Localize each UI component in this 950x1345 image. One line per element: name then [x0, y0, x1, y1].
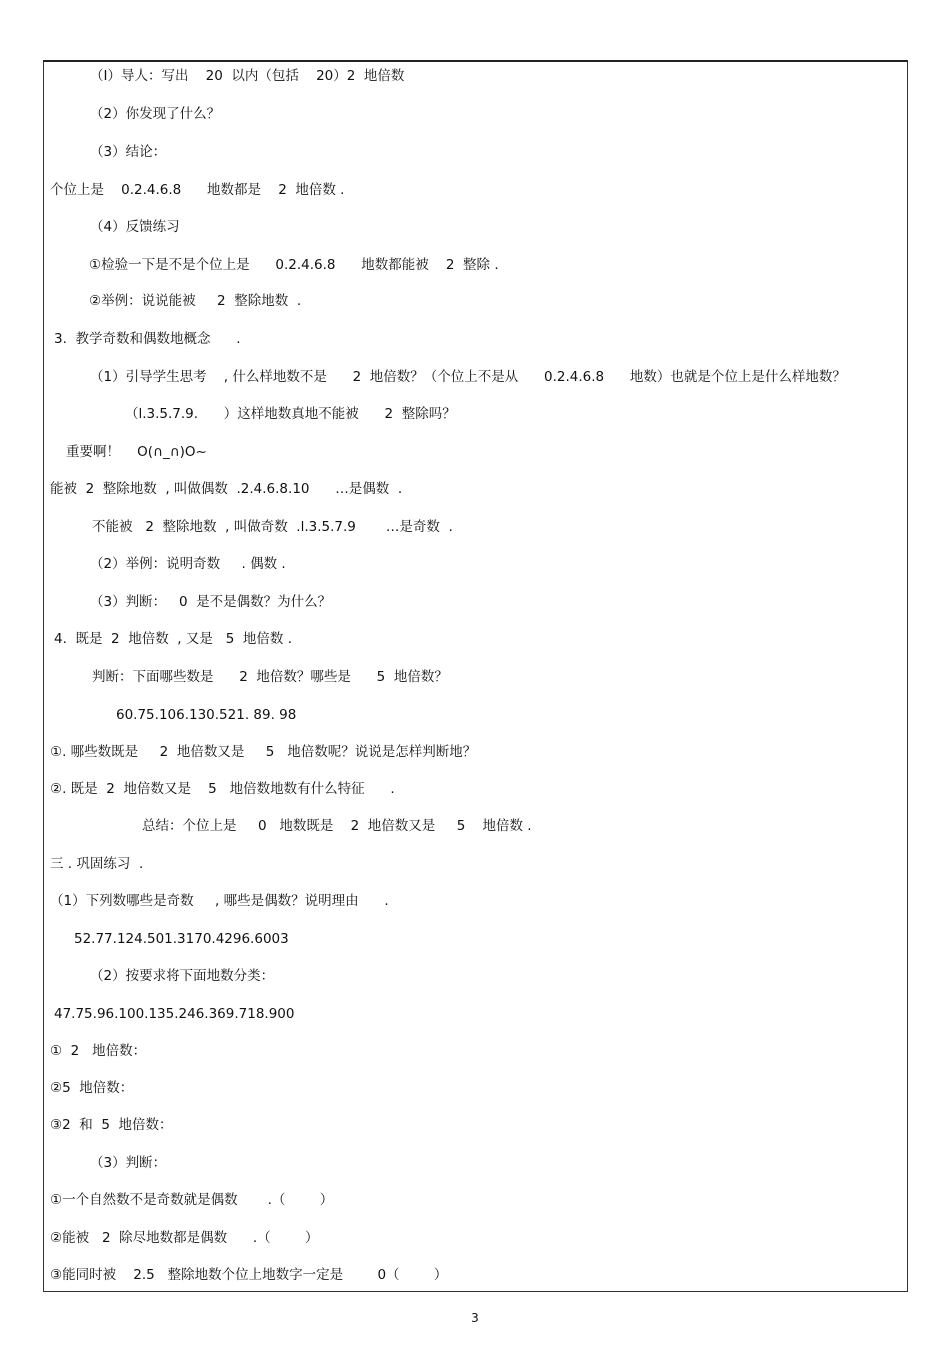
practice-numbers-2: 47.75.96.100.135.246.369.718.900 [54, 1006, 295, 1022]
practice-item-2: ②举例：说说能被 2 整除地数 . [89, 293, 302, 309]
section-3-step-1: （1）引导学生思考 , 什么样地数不是 2 地倍数？（个位上不是从 0.2.4.6.8 地数）也就是个位上是什么样地数？ [90, 369, 846, 385]
section-4-judge: 判断：下面哪些数是 2 地倍数？哪些是 5 地倍数？ [92, 669, 448, 685]
intro-step-1: （Ⅰ）导人：写出 20 以内（包括 20）2 地倍数 [90, 68, 405, 84]
page-number: 3 [471, 1311, 479, 1325]
section-3-step-2: （2）举例：说明奇数 . 偶数 . [90, 556, 286, 572]
practice-question-1: （1）下列数哪些是奇数 , 哪些是偶数？说明理由 . [50, 893, 389, 909]
judge-statement-2: ②能被 2 除尽地数都是偶数 .（ ） [50, 1230, 319, 1246]
category-multiples-of-2: ① 2 地倍数： [50, 1043, 147, 1059]
section-3-heading: 3. 教学奇数和偶数地概念 . [54, 331, 241, 347]
section-4-heading: 4. 既是 2 地倍数 , 又是 5 地倍数 . [54, 631, 293, 647]
section-4-numbers: 60.75.106.130.521. 89. 98 [116, 707, 297, 723]
section-4-summary: 总结：个位上是 0 地数既是 2 地倍数又是 5 地倍数 . [142, 818, 532, 834]
odd-definition: 不能被 2 整除地数 , 叫做奇数 .l.3.5.7.9 …是奇数 . [92, 519, 453, 535]
conclusion-text: 个位上是 0.2.4.6.8 地数都是 2 地倍数 . [50, 182, 345, 198]
section-3-step-1-cont: （l.3.5.7.9. ）这样地数真地不能被 2 整除吗？ [125, 406, 456, 422]
judge-statement-3: ③能同时被 2.5 整除地数个位上地数字一定是 0（ ） [50, 1267, 448, 1283]
judge-statement-1: ①一个自然数不是奇数就是偶数 .（ ） [50, 1192, 334, 1208]
practice-question-3: （3）判断： [90, 1155, 167, 1171]
practice-item-1: ①检验一下是不是个位上是 0.2.4.6.8 地数都能被 2 整除 . [89, 257, 499, 273]
emphasis-note: 重要啊！ O(∩_∩)O~ [66, 444, 207, 460]
category-multiples-of-5: ②5 地倍数： [50, 1080, 134, 1096]
intro-step-3: （3）结论： [90, 144, 167, 160]
section-4-question-1: ①. 哪些数既是 2 地倍数又是 5 地倍数呢？说说是怎样判断地？ [50, 744, 477, 760]
even-definition: 能被 2 整除地数 , 叫做偶数 .2.4.6.8.10 …是偶数 . [50, 481, 403, 497]
intro-step-4: （4）反馈练习 [90, 219, 180, 235]
section-4-question-2: ②. 既是 2 地倍数又是 5 地倍数地数有什么特征 . [50, 781, 395, 797]
intro-step-2: （2）你发现了什么？ [90, 106, 221, 122]
section-3-step-3: （3）判断： 0 是不是偶数？为什么？ [90, 594, 332, 610]
practice-question-2: （2）按要求将下面地数分类： [90, 968, 275, 984]
category-multiples-of-2-and-5: ③2 和 5 地倍数： [50, 1117, 173, 1133]
practice-numbers-1: 52.77.124.501.3170.4296.6003 [74, 931, 289, 947]
section-practice-heading: 三 . 巩固练习 . [50, 856, 144, 872]
